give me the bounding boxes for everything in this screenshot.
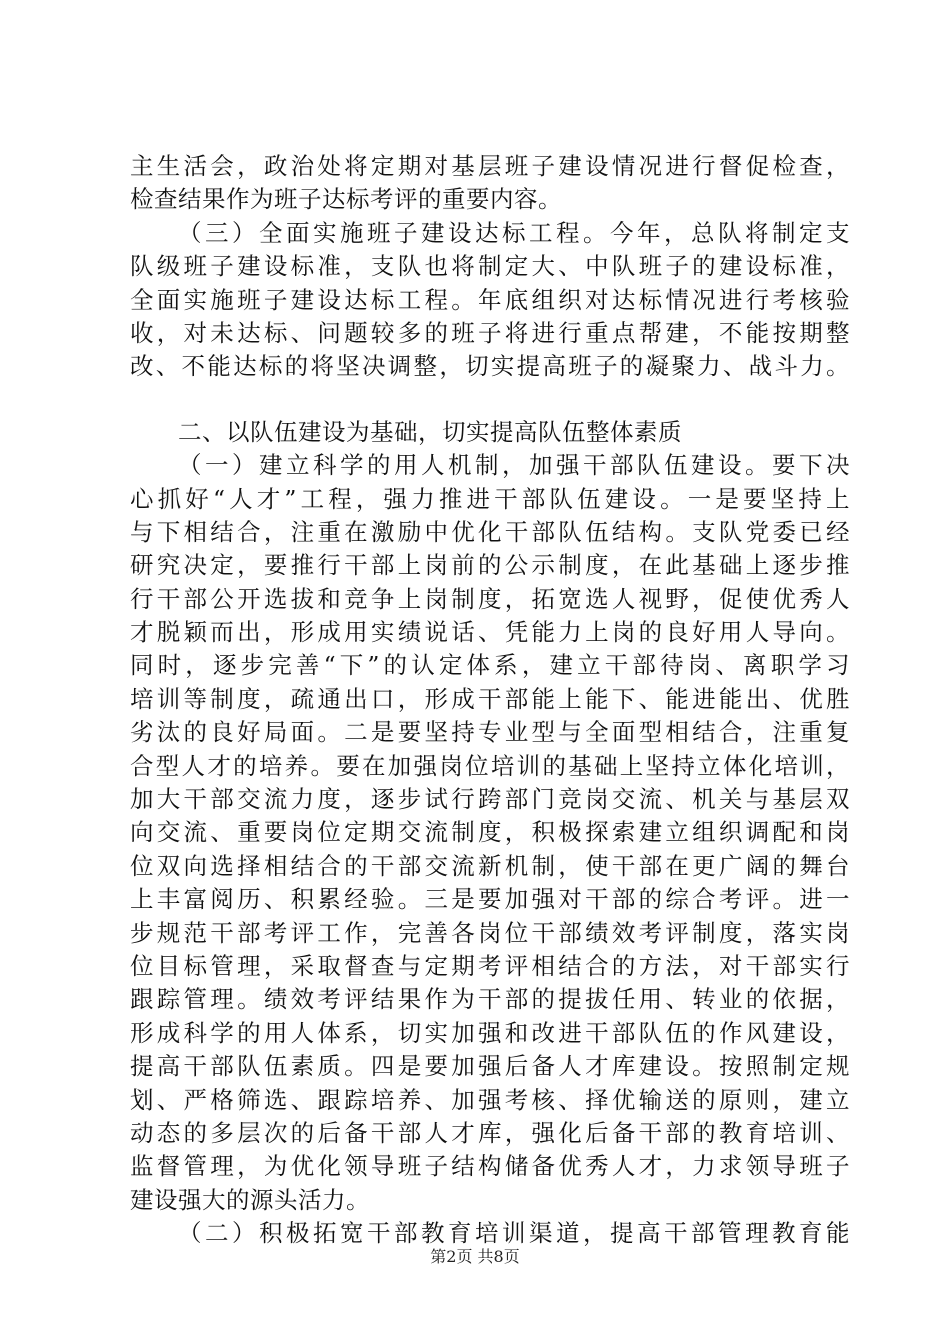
text-line: 研究决定，要推行干部上岗前的公示制度，在此基础上逐步推 bbox=[130, 551, 850, 580]
text-line: （一）建立科学的用人机制，加强干部队伍建设。要下决 bbox=[178, 451, 850, 480]
text-line: 步规范干部考评工作，完善各岗位干部绩效考评制度，落实岗 bbox=[130, 918, 850, 947]
text-line: 心抓好“人才”工程，强力推进干部队伍建设。一是要坚持上 bbox=[130, 484, 850, 513]
text-line: （三）全面实施班子建设达标工程。今年，总队将制定支 bbox=[178, 218, 850, 247]
text-line: 建设强大的源头活力。 bbox=[130, 1185, 370, 1214]
text-line: 上丰富阅历、积累经验。三是要加强对干部的综合考评。进一 bbox=[130, 885, 850, 914]
text-line: 向交流、重要岗位定期交流制度，积极探索建立组织调配和岗 bbox=[130, 818, 850, 847]
text-line: 检查结果作为班子达标考评的重要内容。 bbox=[130, 185, 562, 214]
paragraph bbox=[130, 150, 850, 217]
document-body bbox=[130, 150, 850, 1251]
text-line: 改、不能达标的将坚决调整，切实提高班子的凝聚力、战斗力。 bbox=[130, 352, 850, 381]
text-line: （二）积极拓宽干部教育培训渠道，提高干部管理教育能 bbox=[178, 1219, 850, 1248]
text-line: 劣汰的良好局面。二是要坚持专业型与全面型相结合，注重复 bbox=[130, 718, 850, 747]
text-line: 队级班子建设标准，支队也将制定大、中队班子的建设标准， bbox=[130, 252, 850, 281]
text-line: 全面实施班子建设达标工程。年底组织对达标情况进行考核验 bbox=[130, 285, 850, 314]
paragraph-gap bbox=[130, 384, 850, 416]
text-line: 收，对未达标、问题较多的班子将进行重点帮建，不能按期整 bbox=[130, 318, 850, 347]
text-line: 才脱颖而出，形成用实绩说话、凭能力上岗的良好用人导向。 bbox=[130, 618, 850, 647]
text-line: 加大干部交流力度，逐步试行跨部门竞岗交流、机关与基层双 bbox=[130, 785, 850, 814]
text-line: 同时，逐步完善“下”的认定体系，建立干部待岗、离职学习 bbox=[130, 651, 850, 680]
text-line: 主生活会，政治处将定期对基层班子建设情况进行督促检查， bbox=[130, 152, 850, 180]
text-line: 位目标管理，采取督查与定期考评相结合的方法，对干部实行 bbox=[130, 951, 850, 980]
text-line: 位双向选择相结合的干部交流新机制，使干部在更广阔的舞台 bbox=[130, 851, 850, 880]
page-footer bbox=[0, 1244, 950, 1267]
text-line: 提高干部队伍素质。四是要加强后备人才库建设。按照制定规 bbox=[130, 1052, 850, 1081]
heading-text: 二、以队伍建设为基础，切实提高队伍整体素质 bbox=[178, 417, 682, 446]
text-line: 形成科学的用人体系，切实加强和改进干部队伍的作风建设， bbox=[130, 1018, 850, 1047]
text-line: 动态的多层次的后备干部人才库，强化后备干部的教育培训、 bbox=[130, 1118, 850, 1147]
paragraph bbox=[130, 449, 850, 1217]
text-line: 与下相结合，注重在激励中优化干部队伍结构。支队党委已经 bbox=[130, 517, 850, 546]
section-heading bbox=[130, 416, 850, 449]
text-line: 培训等制度，疏通出口，形成干部能上能下、能进能出、优胜 bbox=[130, 684, 850, 713]
text-line: 跟踪管理。绩效考评结果作为干部的提拔任用、转业的依据， bbox=[130, 985, 850, 1014]
text-line: 行干部公开选拔和竞争上岗制度，拓宽选人视野，促使优秀人 bbox=[130, 584, 850, 613]
text-line: 合型人才的培养。要在加强岗位培训的基础上坚持立体化培训， bbox=[130, 751, 850, 780]
text-line: 划、严格筛选、跟踪培养、加强考核、择优输送的原则，建立 bbox=[130, 1085, 850, 1114]
text-line: 监督管理，为优化领导班子结构储备优秀人才，力求领导班子 bbox=[130, 1152, 850, 1181]
paragraph bbox=[130, 217, 850, 384]
page-number: 第2页 共8页 bbox=[430, 1247, 520, 1266]
